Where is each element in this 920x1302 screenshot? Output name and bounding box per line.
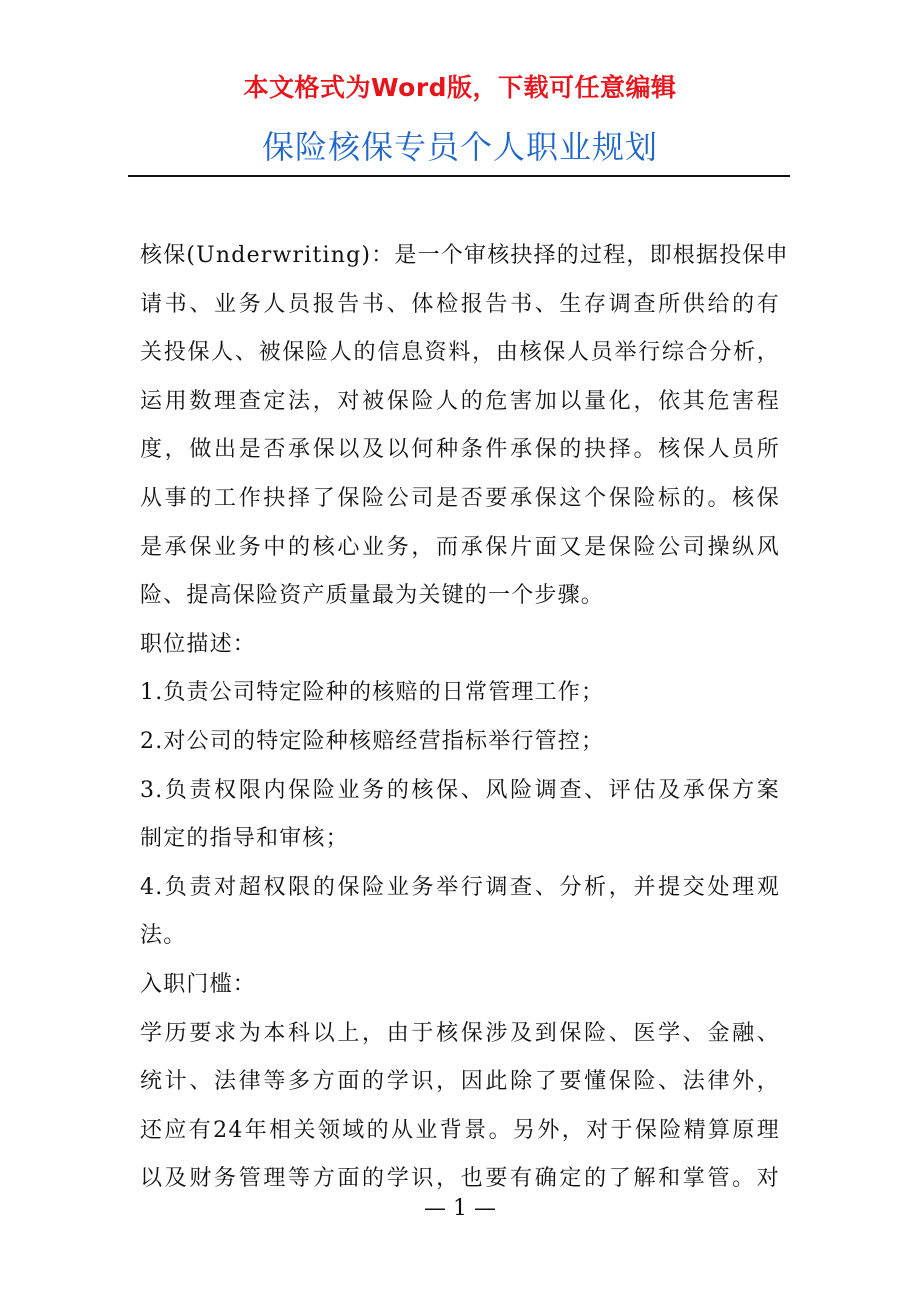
page-number: — 1 — [424, 1196, 496, 1221]
title-divider [128, 175, 790, 177]
body-line: 是承保业务中的核心业务，而承保片面又是保险公司操纵风 [140, 534, 780, 560]
list-item: 3.负责权限内保险业务的核保、风险调查、评估及承保方案 [140, 777, 780, 803]
list-item-continuation: 法。 [140, 923, 187, 949]
body-line: 以及财务管理等方面的学识，也要有确定的了解和掌管。对 [140, 1166, 780, 1192]
body-line: 还应有24年相关领域的从业背景。另外，对于保险精算原理 [140, 1117, 780, 1143]
list-item: 1.负责公司特定险种的核赔的日常管理工作； [140, 680, 605, 706]
section-heading-entry-requirements: 入职门槛： [140, 971, 257, 997]
body-line: 度，做出是否承保以及以何种条件承保的抉择。核保人员所 [140, 437, 780, 463]
list-item: 2.对公司的特定险种核赔经营指标举行管控； [140, 728, 605, 754]
format-banner: 本文格式为Word版，下载可任意编辑 [243, 73, 677, 102]
body-line: 从事的工作抉择了保险公司是否要承保这个保险标的。核保 [140, 485, 780, 511]
body-line: 统计、法律等多方面的学识，因此除了要懂保险、法律外， [140, 1069, 780, 1095]
list-item: 4.负责对超权限的保险业务举行调查、分析，并提交处理观 [140, 874, 780, 900]
section-heading-job-description: 职位描述： [140, 631, 257, 657]
body-line: 险、提高保险资产质量最为关键的一个步骤。 [140, 583, 605, 609]
document-title: 保险核保专员个人职业规划 [261, 128, 658, 166]
body-line: 学历要求为本科以上，由于核保涉及到保险、医学、金融、 [140, 1020, 780, 1046]
list-item-continuation: 制定的指导和审核； [140, 826, 349, 852]
body-line: 关投保人、被保险人的信息资料，由核保人员举行综合分析， [140, 340, 780, 366]
body-line: 运用数理查定法，对被保险人的危害加以量化，依其危害程 [140, 388, 780, 414]
body-line: 核保(Underwriting)：是一个审核抉择的过程，即根据投保申 [140, 243, 789, 268]
document-body [140, 232, 789, 1204]
body-line: 请书、业务人员报告书、体检报告书、生存调查所供给的有 [140, 291, 780, 317]
